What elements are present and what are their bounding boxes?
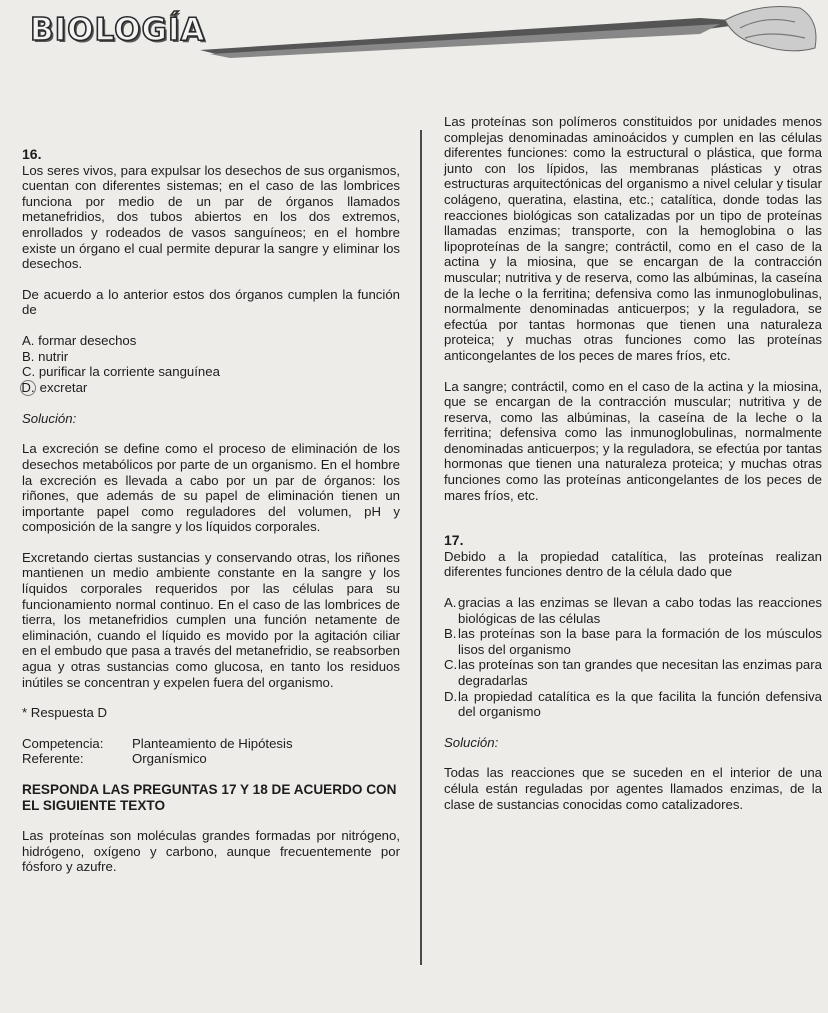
option-17-a-letter: A. — [444, 595, 457, 611]
solution-16-paragraph-1: La excreción se define como el proceso de eliminación de los desechos metabólicos por parte de un organismo. En el hombre la excreción es llevada a cabo por un par de órganos: los riñones, que además de su papel de eliminación tienen un importante papel como reguladores del volumen, pH y composición de la sangre y los líquidos corporales. — [22, 441, 400, 535]
option-d-letter: D. — [21, 379, 35, 395]
question-17-options — [444, 595, 822, 720]
option-17-c — [444, 657, 822, 688]
option-b: B. nutrir — [22, 348, 69, 364]
left-column — [22, 147, 400, 875]
option-17-d-letter: D. — [444, 688, 458, 704]
option-a: A. formar desechos — [22, 332, 137, 348]
option-17-c-letter: C. — [444, 657, 458, 673]
question-16-prompt: De acuerdo a lo anterior estos dos órganos cumplen la función de — [22, 286, 400, 318]
option-c: C. purificar la corriente sanguínea — [22, 364, 220, 380]
question-17-text: Debido a la propiedad catalítica, las proteínas realizan diferentes funciones dentro de la célula dado que — [444, 548, 822, 580]
competencia-label: Competencia: — [22, 735, 104, 751]
option-17-a-text: gracias a las enzimas se llevan a cabo todas las reacciones biológicas de las células — [458, 595, 822, 626]
option-17-d-text: la propiedad catalítica es la que facilita la función defensiva del organismo — [458, 688, 822, 720]
option-d-text: excretar — [36, 379, 88, 395]
question-16-number: 16. — [22, 146, 42, 162]
competencia-value: Planteamiento de Hipótesis — [132, 735, 293, 751]
referente-label: Referente: — [22, 751, 84, 767]
intro-paragraph: Las proteínas son moléculas grandes formadas por nitrógeno, hidrógeno, oxígeno y carbono, aunque frecuentemente por fósforo y azufre. — [22, 828, 400, 875]
referente-value: Organísmico — [132, 751, 207, 767]
solution-16-paragraph-2: Excretando ciertas sustancias y conservando otras, los riñones mantienen un medio ambiente constante en la sangre y los líquidos corporales requeridos por las células para su funcionamiento normal continuo. En el caso de las lombrices de tierra, los metanefridios cumplen una función netamente de eliminación, cuando el líquido es movido por la agitación ciliar en el embudo que pasa a través del metanefridio, se reabsorben agua y otras sustancias como glucosa, en tanto los residuos inútiles se concentran y expelen fuera del organismo. — [22, 549, 400, 690]
competencia-row — [22, 736, 400, 752]
proteins-paragraph-2: La sangre; contráctil, como en el caso de la actina y la miosina, que se encargan de la contracción muscular; nutritiva y de reserva, como las albúminas, la caseína de la leche o la ferritina; defensiva como las inmunoglobulinas, normalmente denominadas anticuerpos; y la reguladora, se efectúa por tantas hormonas que tienen una naturaleza proteica; y muchas otras funciones como las proteínas anticongelantes de los peces de mares fríos, etc. — [444, 378, 822, 503]
right-column — [444, 114, 822, 812]
solution-label-17: Solución: — [444, 734, 499, 750]
option-17-c-text: las proteínas son tan grandes que necesitan las enzimas para degradarlas — [458, 657, 822, 688]
option-17-b — [444, 626, 822, 657]
column-divider — [420, 130, 422, 965]
option-17-b-text: las proteínas son la base para la formación de los músculos lisos del organismo — [458, 626, 822, 657]
option-d — [22, 380, 400, 396]
question-17-number: 17. — [444, 532, 464, 549]
page-header — [0, 0, 828, 72]
question-16-text: Los seres vivos, para expulsar los desechos de sus organismos, cuentan con diferentes sistemas; en el caso de las lombrices funciona por medio de un par de órganos llamados metanefridios, dos tubos abiertos en los dos extremos, enrollados y rodeados de vasos sanguíneos; en el hombre existe un órgano el cual permite depurar la sangre y eliminar los desechos. — [22, 162, 400, 272]
selected-answer-circle — [20, 380, 36, 396]
option-17-b-letter: B. — [444, 626, 457, 642]
proteins-paragraph-1: Las proteínas son polímeros constituidos por unidades menos complejas denominadas aminoácidos y cumplen en las células diferentes funciones: como la estructural o plástica, que forma junto con los lípidos, las membranas plásticas y otras estructuras arquitectónicas del organismo a nivel celular y tisular colágeno, queratina, elastina, etc.; catalítica, donde todas las reacciones biológicas son catalizadas por un tipo de proteínas llamadas enzimas; transporte, con la hemoglobina o las lipoproteínas de la sangre; contráctil, como en el caso de la actina y la miosina, que se encargan de la contracción muscular; nutritiva y de reserva, como las albúminas, la caseína de la leche o la ferritina; defensiva como las inmunoglobulinas, normalmente denominadas anticuerpos; y la reguladora, se efectúa por tantas hormonas que tienen una naturaleza proteica; y muchas otras funciones como las proteínas anticongelantes de los peces de mares fríos, etc. — [444, 114, 822, 363]
solution-label-16: Solución: — [22, 410, 77, 426]
option-17-d — [444, 689, 822, 720]
referente-row — [22, 751, 400, 767]
instruction-heading: RESPONDA LAS PREGUNTAS 17 Y 18 DE ACUERDO CON EL SIGUIENTE TEXTO — [22, 782, 397, 813]
answer-16: * Respuesta D — [22, 705, 108, 721]
option-17-a — [444, 595, 822, 626]
subject-title: BIOLOGÍA — [30, 12, 206, 48]
solution-17-text: Todas las reacciones que se suceden en el interior de una célula están reguladas por agentes llamados enzimas, de la clase de sustancias conocidas como catalizadores. — [444, 765, 822, 812]
